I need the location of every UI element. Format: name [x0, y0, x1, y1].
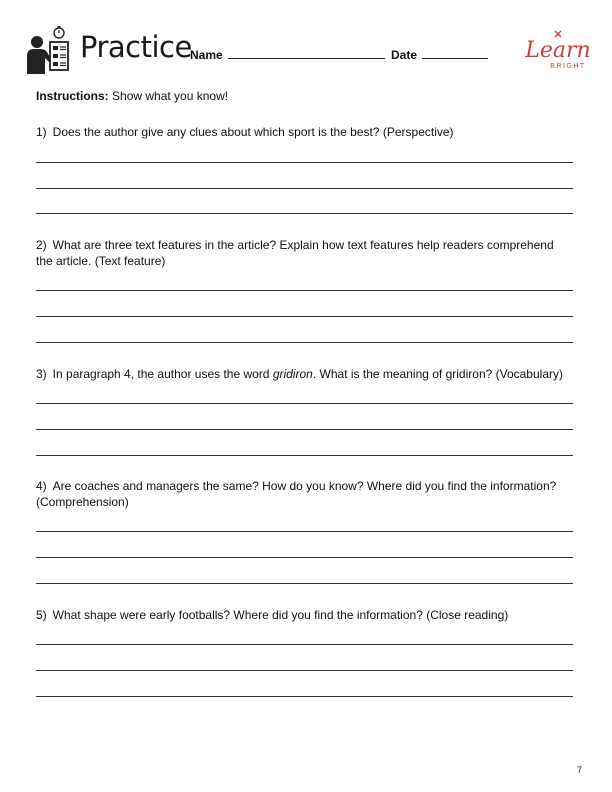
answer-line[interactable]: [36, 696, 573, 697]
question-text-after: . What is the meaning of gridiron? (Vocabulary): [312, 367, 563, 381]
answer-line[interactable]: [36, 162, 573, 163]
answer-line[interactable]: [36, 583, 573, 584]
question-number: 4): [36, 479, 47, 493]
learn-bright-logo: [520, 28, 596, 74]
answer-line[interactable]: [36, 670, 573, 671]
question-number: 1): [36, 125, 47, 139]
page-title: Practice: [80, 30, 192, 64]
logo-main-text: Learn: [525, 38, 591, 63]
answer-line[interactable]: [36, 455, 573, 456]
question-text: Does the author give any clues about which sport is the best? (Perspective): [52, 125, 454, 139]
question-5: [36, 607, 572, 623]
answer-line[interactable]: [36, 531, 573, 532]
teacher-presenting-icon: [26, 26, 72, 76]
answer-line[interactable]: [36, 213, 573, 214]
instructions: [36, 89, 228, 103]
answer-line[interactable]: [36, 188, 573, 189]
date-blank-line[interactable]: [422, 47, 488, 59]
question-text-before: In paragraph 4, the author uses the word: [52, 367, 273, 381]
answer-line[interactable]: [36, 644, 573, 645]
instructions-label: Instructions:: [36, 89, 109, 103]
instructions-text: Show what you know!: [112, 89, 229, 103]
question-number: 5): [36, 608, 47, 622]
page-number: 7: [577, 765, 583, 775]
question-text: Are coaches and managers the same? How do you know? Where did you find the information? (Comprehension): [36, 479, 557, 509]
question-3: [36, 366, 572, 382]
question-text: What are three text features in the article? Explain how text features help readers comprehend the article. (Text feature): [36, 238, 554, 268]
logo-sub-text: BRIGHT: [550, 63, 586, 70]
answer-line[interactable]: [36, 557, 573, 558]
name-blank-line[interactable]: [228, 47, 385, 59]
date-label: Date: [391, 48, 418, 62]
question-4: [36, 478, 572, 510]
question-1: [36, 124, 572, 140]
answer-line[interactable]: [36, 403, 573, 404]
answer-line[interactable]: [36, 290, 573, 291]
question-emphasis-word: gridiron: [272, 367, 313, 381]
question-number: 2): [36, 238, 47, 252]
answer-line[interactable]: [36, 429, 573, 430]
date-field[interactable]: [391, 47, 488, 62]
answer-line[interactable]: [36, 342, 573, 343]
question-text: What shape were early footballs? Where did you find the information? (Close reading): [52, 608, 509, 622]
worksheet-header: [26, 24, 596, 80]
name-field[interactable]: [190, 47, 385, 62]
question-2: [36, 237, 572, 269]
question-number: 3): [36, 367, 47, 381]
answer-line[interactable]: [36, 316, 573, 317]
name-label: Name: [190, 48, 223, 62]
